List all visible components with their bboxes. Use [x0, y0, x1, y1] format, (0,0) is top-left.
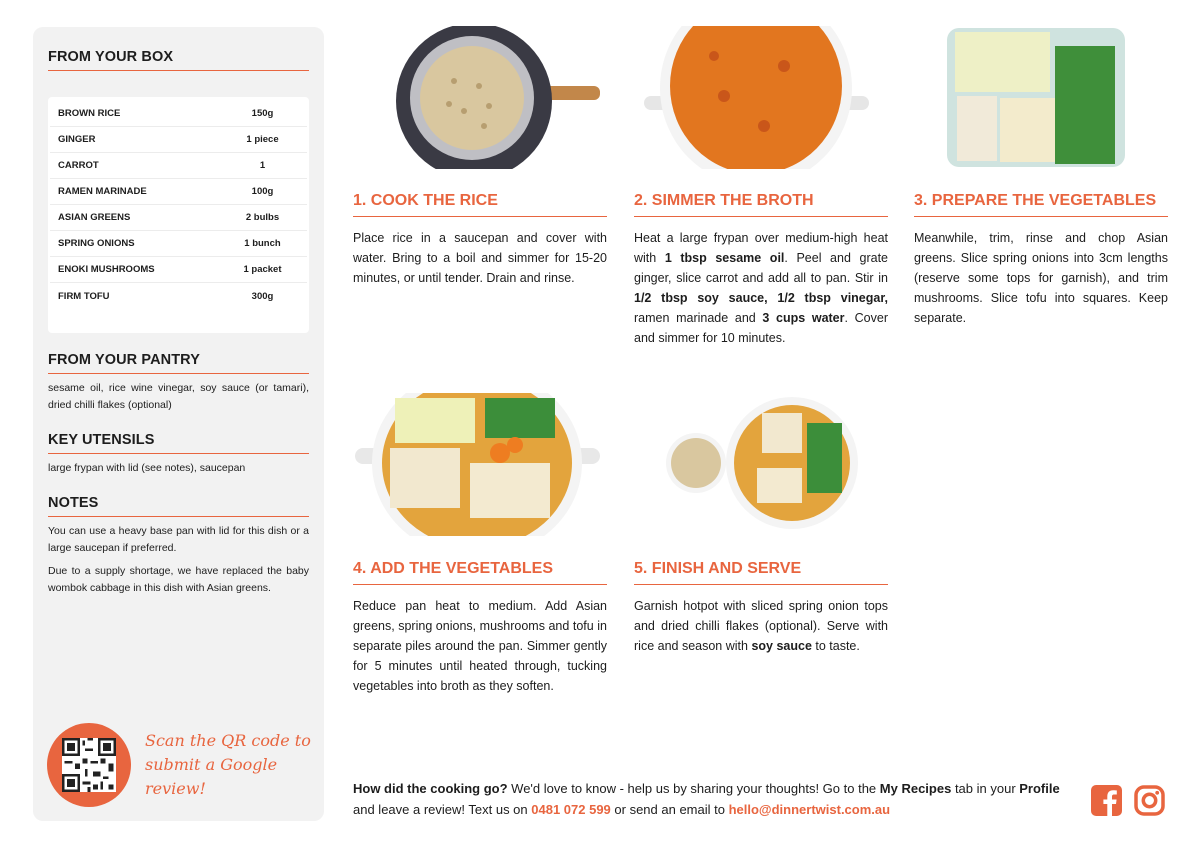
hotpot-serve-photo [662, 393, 860, 536]
footer-text-part: or send an email to [610, 802, 729, 817]
step-text-part: to taste. [811, 639, 860, 653]
vegetables-tray-photo [945, 26, 1127, 169]
step-highlight: 1/2 tbsp soy sauce, 1/2 tbsp vinegar, [634, 291, 888, 305]
ingredients-table [48, 97, 309, 333]
rice-strainer-photo [384, 26, 600, 169]
step-3-text [914, 228, 1168, 328]
box-title: FROM YOUR BOX [48, 49, 309, 71]
ingredient-quantity: 150g [251, 108, 274, 119]
qr-caption-line-1: Scan the QR code to [145, 731, 311, 750]
ingredient-quantity: 300g [251, 290, 274, 302]
step-highlight: soy sauce [751, 639, 812, 653]
footer-text-part: My Recipes [879, 781, 952, 796]
qr-badge [47, 723, 131, 807]
ingredient-name: FIRM TOFU [58, 290, 110, 302]
footer-text-part: and leave a review! Text us on [353, 802, 532, 817]
ingredient-row [50, 283, 307, 309]
facebook-icon[interactable] [1091, 785, 1122, 816]
footer-text-part: We'd love to know - help us by sharing your thoughts! Go to the [507, 781, 880, 796]
footer-text-part: How did the cooking go? [353, 781, 508, 796]
note-2: Due to a supply shortage, we have replaced the baby wombok cabbage in this dish with Asian greens. [48, 565, 309, 594]
ingredient-row [50, 179, 307, 205]
ingredient-row [50, 205, 307, 231]
ingredient-row [50, 127, 307, 153]
step-4-text [353, 596, 607, 696]
ingredient-row [50, 231, 307, 257]
ingredient-name: GINGER [58, 134, 96, 145]
ingredient-quantity: 1 piece [246, 134, 279, 145]
pantry-title: FROM YOUR PANTRY [48, 352, 309, 374]
broth-pot-photo [634, 26, 879, 169]
footer-contact-link[interactable]: hello@dinnertwist.com.au [728, 802, 891, 817]
sidebar [33, 27, 324, 821]
ingredient-name: SPRING ONIONS [58, 238, 135, 249]
step-highlight: 1 tbsp sesame oil [664, 251, 785, 265]
step-text-part: . Cover and simmer for 10 minutes. [634, 311, 888, 345]
ingredient-row [50, 101, 307, 127]
qr-code-icon[interactable] [62, 738, 116, 792]
footer-text-part: Profile [1019, 781, 1060, 796]
qr-caption [145, 729, 315, 801]
step-text-part: Place rice in a saucepan and cover with water. Bring to a boil and simmer for 15-20 minutes, or until tender. Drain and rinse. [353, 231, 607, 285]
review-footer [353, 778, 1073, 820]
step-1-text [353, 228, 607, 288]
ingredient-name: BROWN RICE [58, 108, 121, 119]
ingredient-row [50, 257, 307, 283]
utensils-title: KEY UTENSILS [48, 432, 309, 454]
step-text-part: Reduce pan heat to medium. Add Asian greens, spring onions, mushrooms and tofu in separate piles around the pan. Simmer gently for 5 minutes until heated through, tucking vegetables into broth as they soften. [353, 599, 607, 693]
instagram-icon[interactable] [1134, 785, 1165, 816]
note-1: You can use a heavy base pan with lid for this dish or a large saucepan if preferred. [48, 525, 309, 554]
qr-review [47, 723, 315, 807]
step-2-title: 2. SIMMER THE BROTH [634, 192, 888, 217]
step-5-text [634, 596, 888, 656]
ingredient-quantity: 1 bunch [244, 238, 281, 249]
step-text-part: Garnish hotpot with sliced spring onion tops and dried chilli flakes (optional). Serve with rice and season with [634, 599, 888, 653]
step-2-text [634, 228, 888, 348]
footer-contact-link[interactable]: 0481 072 599 [531, 802, 611, 817]
step-text-part: Heat a large frypan over medium-high heat with [634, 231, 888, 265]
qr-caption-line-2: submit a Google review! [145, 755, 278, 798]
ingredient-name: RAMEN MARINADE [58, 186, 147, 197]
hotpot-vegetables-photo [355, 393, 600, 536]
notes-title: NOTES [48, 495, 309, 517]
step-4-title: 4. ADD THE VEGETABLES [353, 560, 607, 585]
footer-text-part: tab in your [951, 781, 1020, 796]
ingredient-row [50, 153, 307, 179]
step-text-part: . Peel and grate ginger, slice carrot and add all to pan. Stir in [634, 251, 888, 285]
ingredient-name: CARROT [58, 160, 99, 171]
ingredient-quantity: 2 bulbs [245, 212, 280, 223]
ingredient-name: ENOKI MUSHROOMS [58, 264, 155, 275]
step-text-part: ramen marinade and [634, 311, 763, 325]
step-3-title: 3. PREPARE THE VEGETABLES [914, 192, 1168, 217]
ingredient-quantity: 1 [259, 160, 266, 171]
ingredient-quantity: 1 packet [243, 264, 282, 275]
utensils-text: large frypan with lid (see notes), saucepan [48, 462, 246, 474]
step-text-part: Meanwhile, trim, rinse and chop Asian greens. Slice spring onions into 3cm lengths (reserve some tops for garnish), and trim mushrooms. Slice tofu into squares. Keep separate. [914, 231, 1168, 325]
pantry-text: sesame oil, rice wine vinegar, soy sauce (or tamari), dried chilli flakes (optional) [48, 382, 309, 411]
ingredient-quantity: 100g [251, 186, 274, 197]
step-highlight: 3 cups water [762, 311, 845, 325]
ingredient-name: ASIAN GREENS [58, 212, 131, 223]
step-5-title: 5. FINISH AND SERVE [634, 560, 888, 585]
step-1-title: 1. COOK THE RICE [353, 192, 607, 217]
